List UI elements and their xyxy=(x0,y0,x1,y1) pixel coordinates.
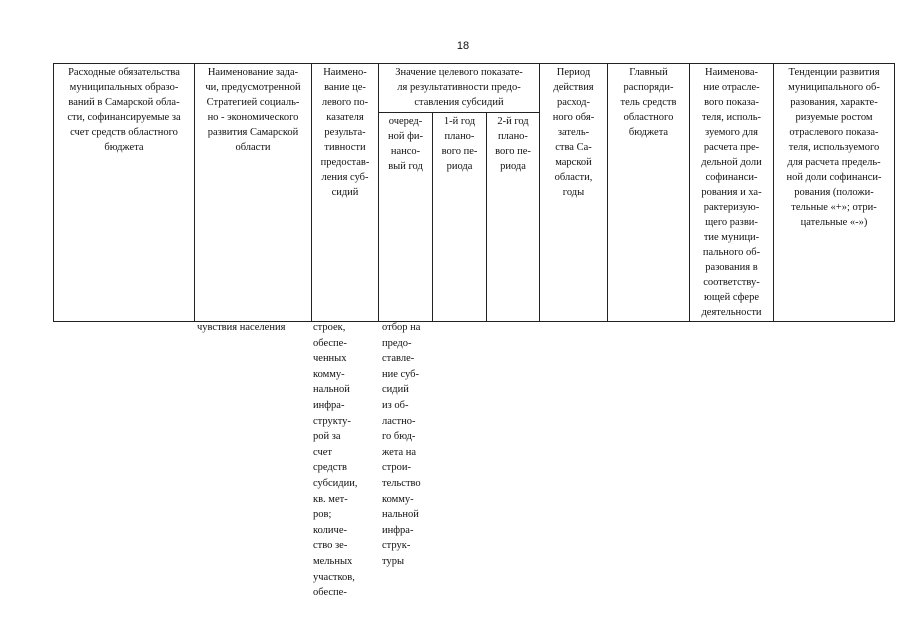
header-next-fiscal-year: очеред- ной фи- нансо- вый год xyxy=(379,112,433,321)
header-first-planning-year: 1-й год плано- вого пе- риода xyxy=(433,112,487,321)
header-strategy-task: Наименование зада- чи, предусмотренной Стратегией социаль- но - экономического развития Самарской области xyxy=(195,64,312,322)
header-sector-indicator-name: Наименова- ние отрасле- вого показа- теля, исполь- зуемого для расчета пре- дельной доли софинанси- рования и ха- рактеризую- щего разви- тие муници- пального об- разования в соответству- ющей сфере деятельности xyxy=(690,64,774,322)
continuation-target-indicator-name: строек, обеспе- ченных комму- нальной инфра- структу- рой за счет средств субсидии, кв. мет- ров; количе- ство зе- мельных участков, обеспе- xyxy=(313,322,358,599)
continuation-strategy-task: чувствия населения xyxy=(197,322,286,333)
header-target-indicator-value: Значение целевого показате- ля результативности предо- ставления субсидий xyxy=(379,64,540,113)
header-second-planning-year: 2-й год плано- вого пе- риода xyxy=(487,112,540,321)
header-chief-administrator: Главный распоряди- тель средств областного бюджета xyxy=(608,64,690,322)
page-number: 18 xyxy=(456,40,470,52)
subsidy-indicators-table xyxy=(53,63,895,322)
continuation-target-indicator-value: отбор на предо- ставле- ние суб- сидий из об- ластно- го бюд- жета на строи- тельство комму- нальной инфра- струк- туры xyxy=(382,322,421,567)
header-target-indicator-name: Наимено- вание це- левого по- казателя результа- тивности предостав- ления суб- сидий xyxy=(312,64,379,322)
header-obligation-period: Период действия расход- ного обя- затель- ства Са- марской области, годы xyxy=(540,64,608,322)
header-expenditure-obligations: Расходные обязательства муниципальных образо- ваний в Самарской обла- сти, софинансируемые за счет средств областного бюджета xyxy=(54,64,195,322)
header-development-trends: Тенденции развития муниципального об- разования, характе- ризуемые ростом отраслевого показа- теля, используемого для расчета предель- ной доли софинанси- рования (положи- тельные «+»; отри- цательные «-») xyxy=(774,64,895,322)
